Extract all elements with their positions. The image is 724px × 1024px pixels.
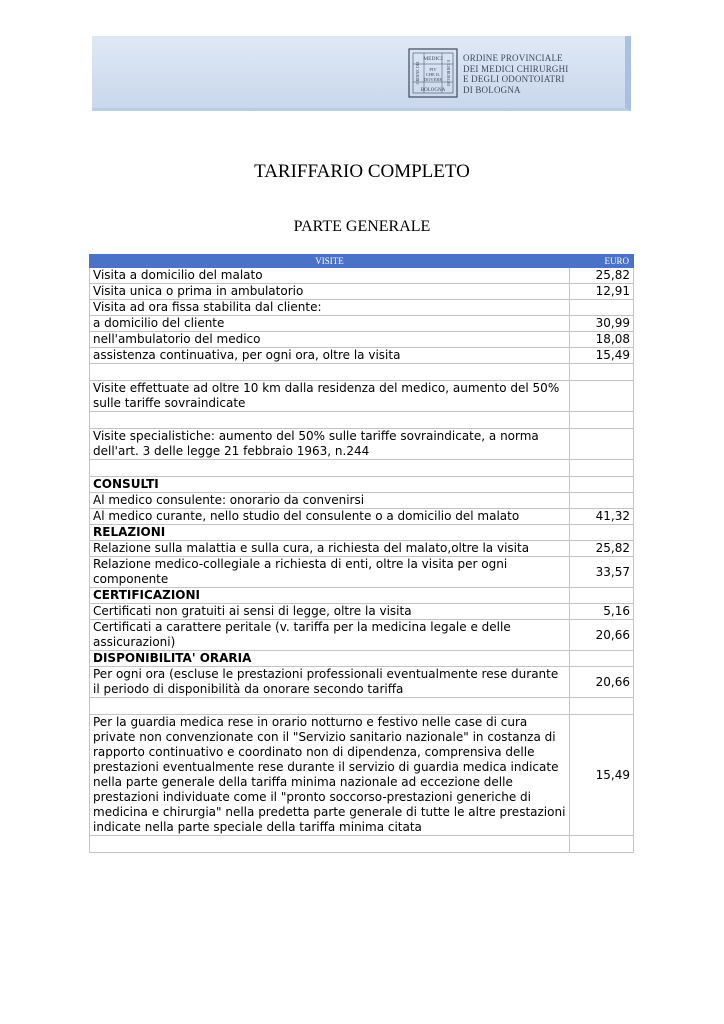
service-price: 15,49: [570, 715, 634, 836]
service-price: [570, 412, 634, 429]
service-price: [570, 429, 634, 460]
service-price: [570, 493, 634, 509]
table-row: [90, 412, 634, 429]
service-description: Visite specialistiche: aumento del 50% sulle tariffe sovraindicate, a norma dell'art. 3 delle legge 21 febbraio 1963, n.244: [90, 429, 570, 460]
column-header-euro: EURO: [570, 255, 634, 268]
svg-text:BOLOGNA: BOLOGNA: [420, 88, 446, 93]
service-price: 41,32: [570, 509, 634, 525]
table-section-row: [90, 588, 634, 604]
service-price: [570, 525, 634, 541]
section-subtitle: PARTE GENERALE: [293, 218, 431, 235]
service-description: Al medico consulente: onorario da convenirsi: [90, 493, 570, 509]
table-header-row: [90, 255, 634, 268]
service-description: Al medico curante, nello studio del consulente o a domicilio del malato: [90, 509, 570, 525]
table-row: [90, 381, 634, 412]
service-description: nell'ambulatorio del medico: [90, 332, 570, 348]
table-row: [90, 667, 634, 698]
table-row: [90, 509, 634, 525]
table-row: [90, 493, 634, 509]
service-price: 20,66: [570, 667, 634, 698]
service-price: 30,99: [570, 316, 634, 332]
service-description: Relazione sulla malattia e sulla cura, a richiesta del malato,oltre la visita: [90, 541, 570, 557]
section-heading: DISPONIBILITA' ORARIA: [90, 651, 570, 667]
page-title: TARIFFARIO COMPLETO: [254, 161, 470, 182]
table-row: [90, 316, 634, 332]
table-row: [90, 364, 634, 381]
service-description: Relazione medico-collegiale a richiesta di enti, oltre la visita per ogni componente: [90, 557, 570, 588]
service-description: Visita unica o prima in ambulatorio: [90, 284, 570, 300]
table-row: [90, 604, 634, 620]
svg-text:DOVERE: DOVERE: [423, 77, 443, 82]
table-row: [90, 429, 634, 460]
table-section-row: [90, 477, 634, 493]
service-description: Visita ad ora fissa stabilita dal cliente:: [90, 300, 570, 316]
table-row: [90, 460, 634, 477]
service-description: [90, 836, 570, 853]
table-row: [90, 698, 634, 715]
service-description: Per ogni ora (escluse le prestazioni professionali eventualmente rese durante il periodo di disponibilità da onorare secondo tariffa: [90, 667, 570, 698]
section-heading: CERTIFICAZIONI: [90, 588, 570, 604]
table-row: [90, 300, 634, 316]
service-price: [570, 381, 634, 412]
service-price: 12,91: [570, 284, 634, 300]
table-row: [90, 348, 634, 364]
service-price: 33,57: [570, 557, 634, 588]
org-line: E DEGLI ODONTOIATRI: [463, 74, 565, 84]
service-price: [570, 836, 634, 853]
service-price: [570, 477, 634, 493]
service-description: assistenza continuativa, per ogni ora, oltre la visita: [90, 348, 570, 364]
service-description: [90, 698, 570, 715]
service-description: a domicilio del cliente: [90, 316, 570, 332]
table-row: [90, 836, 634, 853]
service-price: [570, 364, 634, 381]
service-description: Per la guardia medica rese in orario notturno e festivo nelle case di cura private non convenzionate con il "Servizio sanitario nazionale" in costanza di rapporto continuativo e coordinato non di dipendenza, comprensiva delle prestazioni eventualmente rese durante il servizio di guardia medica indicate nella parte generale della tariffa minima nazionale ad eccezione delle prestazioni individuate come il "pronto soccorso-prestazioni generiche di medicina e chirurgia" nella predetta parte generale di tutte le altre prestazioni indicate nella parte speciale della tariffa minima citata: [90, 715, 570, 836]
table-row: [90, 541, 634, 557]
service-price: 5,16: [570, 604, 634, 620]
service-description: [90, 364, 570, 381]
service-description: Visita a domicilio del malato: [90, 268, 570, 284]
column-header-visite: VISITE: [90, 255, 570, 268]
tariff-table: [89, 254, 634, 853]
service-price: 18,08: [570, 332, 634, 348]
svg-text:CHE IL: CHE IL: [425, 72, 441, 77]
service-description: [90, 412, 570, 429]
table-row: [90, 557, 634, 588]
service-description: Certificati non gratuiti ai sensi di legge, oltre la visita: [90, 604, 570, 620]
service-price: 15,49: [570, 348, 634, 364]
table-row: [90, 268, 634, 284]
organization-name: [463, 53, 569, 95]
service-price: [570, 698, 634, 715]
service-price: [570, 588, 634, 604]
table-row: [90, 332, 634, 348]
service-price: [570, 460, 634, 477]
org-line: ORDINE PROVINCIALE: [463, 53, 563, 63]
service-description: Visite effettuate ad oltre 10 km dalla residenza del medico, aumento del 50% sulle tariffe sovraindicate: [90, 381, 570, 412]
table-row: [90, 715, 634, 836]
service-description: Certificati a carattere peritale (v. tariffa per la medicina legale e delle assicurazioni): [90, 620, 570, 651]
svg-text:MEDICI: MEDICI: [423, 56, 443, 62]
svg-text:E CHIRURGHI: E CHIRURGHI: [446, 60, 451, 86]
table-section-row: [90, 525, 634, 541]
service-price: [570, 651, 634, 667]
svg-text:ORDINE DEI: ORDINE DEI: [415, 61, 420, 85]
section-heading: RELAZIONI: [90, 525, 570, 541]
service-price: 25,82: [570, 268, 634, 284]
table-row: [90, 620, 634, 651]
section-heading: CONSULTI: [90, 477, 570, 493]
table-row: [90, 284, 634, 300]
service-price: 25,82: [570, 541, 634, 557]
service-price: 20,66: [570, 620, 634, 651]
org-line: DEI MEDICI CHIRURGHI: [463, 63, 569, 74]
table-section-row: [90, 651, 634, 667]
medical-order-seal-logo: [408, 48, 458, 98]
service-price: [570, 300, 634, 316]
service-description: [90, 460, 570, 477]
org-line: DI BOLOGNA: [463, 84, 521, 95]
svg-text:PIV: PIV: [429, 67, 437, 72]
